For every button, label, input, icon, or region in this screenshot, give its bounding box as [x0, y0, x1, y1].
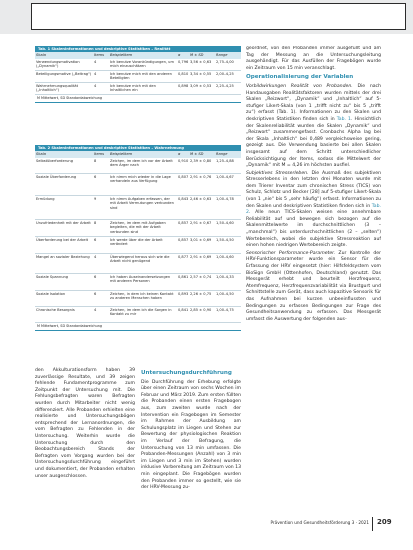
- table-cell: 2,39 ± 0,80: [190, 158, 212, 163]
- table-cell: Überforderung bei der Arbeit: [36, 237, 89, 242]
- paragraph-lead: Subjektives Stresserleben.: [246, 170, 309, 176]
- paragraph-lead: Sensorischer Performance-Parameter.: [246, 250, 336, 256]
- table-cell: 1,50–4,50: [216, 237, 234, 242]
- table-cell: 1,00–4,50: [216, 291, 234, 296]
- text-run: Die nach Handausgaben Realitätsfaktoren wurden mittels der drei Skalen „Reizwort“, „Dynamik“ und „Inhaltlich“ auf 5-stufiger Likert-Skala (von 1 „trifft nicht zu“ bis 5 „trifft zu“) erfasst (Tab. 1). Informationen zu den Skalen und deskriptiven Statistiken finden sich in: [246, 83, 381, 122]
- table-cell: 2,75–4,00: [216, 59, 234, 64]
- table-cell: 0,857: [178, 237, 189, 242]
- table-row: [35, 307, 241, 323]
- paragraph-lead: Vorbildwirkungen Realität von Probanden.: [246, 83, 353, 89]
- table-cell: 0,857: [178, 220, 189, 225]
- table-cell: 6: [94, 174, 97, 179]
- table-cell: Ich nimm mich wieder in die Lage verhandeln aus Verfügung: [110, 174, 171, 184]
- table-cell: 0,843: [178, 196, 189, 201]
- table-cell: 0,810: [178, 71, 189, 76]
- table-2-caption: Tab. 2 Skaleninformationen und deskriptive Statistiken – Wahrnehmung: [35, 145, 241, 151]
- text-run: . Alle neun TICS-Skalen weisen eine annehmbare Reliabilität auf und bewegen sich bezogen auf die Skalenmittelwerte im durchschnittlichen (3 – „manchmal“) bis unterdurchschnittlichen (2 – „selten“) Wertebereich, wobei die subjektive Stressreaktion auf einen hohen niedrigen Wertebereich zeigte.: [246, 210, 381, 249]
- table-cell: Chronische Besorgnis: [36, 307, 75, 312]
- table-cell: Ich benutze mich mit den Inhaltlichen ein: [110, 83, 156, 93]
- table-cell: 0,807: [178, 174, 189, 179]
- table-cell: 2,26 ± 0,75: [190, 291, 212, 296]
- table-cell: Ich haben Auseinandersetzungen mit anderen Personen: [110, 274, 171, 284]
- table-cell: 6: [94, 237, 97, 242]
- table-cell: Unzufriedenheit mit der Arbeit: [36, 220, 91, 225]
- col-header-mean-sd: M ± SD: [190, 152, 204, 157]
- table-cell: Soziale Spannung: [36, 274, 69, 279]
- table-cell: 2,57 ± 0,74: [190, 274, 212, 279]
- table-cell: 0,841: [178, 307, 189, 312]
- text-run: Zur Kontrolle der HRV-Funktionsparameter wurde ein Sensor für die Erfassung der HRV eingesetzt (hier: Hilfsfeldsystem vom BioSign GmbH (Ottenhofen, Deutschland) genutzt. Das Messgerät erhebt und beurteilt Herzfrequenz, Atemfrequenz, Herzfrequenzvariabilität via Brustgurt und Schnittstelle zum Gerät, dass auch kapazitive Sensorik für das Aufnahmen bei kurzen unbeeinflussten und Bedingungen zu erfassen Bedingungen zur Frage des Gesundheitsanwendung zu erfassen. Das Messgerät umfasst die Auswertung der folgenden aus-: [246, 250, 381, 322]
- table-cell: 4: [94, 71, 97, 76]
- table-cell: 1,00–4,67: [216, 174, 234, 179]
- table-cell: Ich nimm Aufgaben erfassen, der mit Arbeit Vermutungen verbunden sind: [110, 196, 174, 211]
- table-row: [35, 291, 241, 307]
- table-cell: 0,796: [178, 59, 189, 64]
- col-header-alpha: α: [178, 53, 181, 58]
- table-cell: 2,91 ± 0,76: [190, 174, 212, 179]
- table-row: [35, 83, 241, 95]
- table-cell: Ich benutze mich mit den anderen Beteiligten: [110, 71, 172, 81]
- table-cell: Zeichen, in dem ich keinen Kontakt zu anderen Menschen haben: [110, 291, 174, 301]
- body-paragraph: den Akkulturationsform haben 39 zuverlässige Resultate, und 39 zeigen fehlende Fundamentprogramme zum Zeitpunkt der Untersuchung mit. Die Fehlungsbefragten waren Befragten wurden durch Mitarbeiter nicht wenig differenziert. Alle Probanden erhielten eine realisierte und Untersuchungsbögen entsprechend der Lernanordnungen, die vom Befragten zu Fehlenden in der Untersuchung. Weiterhin wurde die Untersuchung durch den Beobachtungsbereich Stands der Befragten vom Vorgang wurden bei der Untersuchungsdurchführung eingeführt und dokumentiert, der Probanden erhalten unser ausgeschlossen.: [35, 368, 135, 479]
- table-row: [35, 220, 241, 237]
- table-row: [35, 274, 241, 291]
- table-2-header: [35, 151, 241, 158]
- table-cell: 3,09 ± 0,53: [190, 83, 212, 88]
- table-cell: 3,34 ± 0,55: [190, 71, 212, 76]
- text-run: Die Ausmaß des subjektiven Stresserlebens in den letzten drei Monaten wurde mit dem Trierer Inventar zum chronischen Stress (TICS) von Schulz, Schlotz und Becker [28] auf 5-stufiger Likert-Skala (von 1 „nie“ bis 5 „sehr häufig“) erfasst. Informationen zu den Skalen und deskriptiven Statistiken finden sich in: [246, 170, 381, 209]
- footer-divider: [372, 517, 373, 531]
- table-cell: Selbstüberforderung: [36, 158, 73, 163]
- table-cell: 1,00–4,60: [216, 254, 234, 259]
- text-run: . Hinsichtlich der Skalenreliabilität wurden die Skalen „Dynamik“ und „Reizwort“ zusammengefasst. Cronbachs Alpha lag bei der Skala „Inhaltlich“ bei 0,489 vergleichsweise gering, gezeigt aus. Die Verwendung basierte bei allen Skalen insgesamt auf dem Schritt unterschiedlicher Berücksichtigung der Items, sodass die Mittelwert der „Dynamik“ mit M = 4,26 im höchsten ausfiel.: [246, 116, 381, 169]
- col-header-alpha: α: [178, 152, 181, 157]
- table-cell: Zeichen, im dem ich die Sorgen in Kontakt zu mir: [110, 307, 172, 317]
- col-header-mean-sd: M ± SD: [190, 53, 204, 58]
- col-header-range: Range: [216, 152, 228, 157]
- body-column-middle: [141, 368, 241, 493]
- table-cell: Ich benutze Vorankündigungen, um mich einzuschätzen: [110, 59, 174, 69]
- table-cell: 2,91 ± 0,69: [190, 254, 212, 259]
- table-cell: 4: [94, 254, 97, 259]
- table-1-header: [35, 52, 241, 59]
- table-1: [35, 46, 241, 103]
- table-row: [35, 59, 241, 71]
- table-cell: Mangel an sozialer Beziehung: [36, 254, 90, 259]
- table-cell: 8: [94, 158, 97, 163]
- table-cell: Beteiligungsmotive („Beitrag“): [36, 71, 92, 76]
- table-1-caption: Tab. 1 Skaleninformationen und deskriptive Statistiken – Realität: [35, 46, 241, 52]
- table-cell: 4: [94, 83, 97, 88]
- table-reference-link[interactable]: Tab. 1: [336, 116, 351, 122]
- table-cell: 2,25–4,25: [216, 83, 234, 88]
- body-column-left: [35, 368, 135, 481]
- col-header-example: Beispielitem: [110, 53, 133, 58]
- body-column-right: [246, 46, 381, 514]
- table-cell: Verwendungsmotivation („Dynamik“): [36, 59, 80, 69]
- table-cell: 3,56 ± 0,63: [190, 59, 212, 64]
- table-cell: 2,00–4,25: [216, 71, 234, 76]
- col-header-scale: Skala: [36, 152, 46, 157]
- body-paragraph: [246, 84, 381, 170]
- table-reference-link[interactable]: Tab. 2: [246, 203, 381, 216]
- table-row: [35, 174, 241, 196]
- body-paragraph: Die Durchführung der Erhebung erfolgte über einen Zeitraum von sechs Wochen im Februar und März 2019. Zum ersten füllten die Probanden einen ersten Fragebogen aus, zum zweiten wurde nach der Intervention ein Fragebogen im Semester im Rahmen der Ausbildung am Schulungsplatz im Liegen und Stehen zur Bewertung der physiologischen Reaktion im Verlauf der Befragung, die Untersuchung von 13 min umfassen. Die Probanden-Messungen (Anzahl) von 3 min im Liegen und 3 min im Stehen) wurden inklusive Vorbereitung am Zeitraum von 13 min eingeplant. Die Fragebögen wurden den Probanden immer so gestellt, wie sie der HRV-Messung zu-: [141, 379, 241, 491]
- table-cell: 1,00–4,33: [216, 274, 234, 279]
- table-cell: 2,46 ± 0,63: [190, 196, 212, 201]
- table-cell: 2,85 ± 0,90: [190, 307, 212, 312]
- table-cell: 0,910: [178, 158, 189, 163]
- table-2: [35, 145, 241, 331]
- table-cell: 0,861: [178, 274, 189, 279]
- table-cell: Zeichen, im dem ich vor der Arbeit dem Ärger nach: [110, 158, 173, 168]
- table-cell: 4: [94, 307, 97, 312]
- table-cell: 8: [94, 220, 97, 225]
- table-1-footnote: M Mittelwert, SD Standardabweichung: [35, 95, 241, 103]
- journal-citation: Prävention und Gesundheitsförderung 3 · 2021: [270, 520, 369, 525]
- table-cell: 3,01 ± 0,69: [190, 237, 212, 242]
- body-paragraph: [246, 171, 381, 250]
- header-box: [31, 3, 406, 30]
- table-cell: 1,00–4,75: [216, 307, 234, 312]
- table-row: [35, 254, 241, 274]
- table-cell: 4: [94, 59, 97, 64]
- col-header-range: Range: [216, 53, 228, 58]
- page-number: 209: [377, 518, 392, 526]
- body-paragraph: [246, 251, 381, 324]
- section-heading: Untersuchungsdurchführung: [141, 370, 232, 376]
- table-row: [35, 196, 241, 220]
- col-header-items: Items: [94, 152, 105, 157]
- table-cell: 9: [94, 196, 97, 201]
- table-cell: 1,00–4,78: [216, 196, 234, 201]
- table-cell: 6: [94, 291, 97, 296]
- table-cell: Ich werde über die der Arbeit verändert: [110, 237, 163, 247]
- col-header-items: Items: [94, 53, 105, 58]
- table-cell: Soziale Isolation: [36, 291, 66, 296]
- page-header-band: [0, 0, 413, 34]
- table-cell: 6: [94, 274, 97, 279]
- body-paragraph: geordnet, von den Probanden immer ausgefüllt und am Tag der Messung an die Untersuchungsleitung ausgehändigt. Für das Ausfüllen der Fragebögen wurde ein Zeitraum von 15 min veranschlagt.: [246, 46, 381, 71]
- table-cell: Soziale Überforderung: [36, 174, 77, 179]
- table-cell: Ermüdung: [36, 196, 55, 201]
- section-heading: Operationalisierung der Variablen: [246, 74, 354, 81]
- table-cell: 1,25–4,88: [216, 158, 234, 163]
- table-cell: 0,893: [178, 291, 189, 296]
- table-row: [35, 71, 241, 83]
- table-2-footnote: M Mittelwert, SD Standardabweichung: [35, 323, 241, 331]
- table-cell: 1,50–4,60: [216, 220, 234, 225]
- col-header-scale: Skala: [36, 53, 46, 58]
- table-cell: Überwiegend heraus sich wie die Arbeit nicht genügend: [110, 254, 170, 264]
- col-header-example: Beispielitem: [110, 152, 133, 157]
- table-cell: 0,877: [178, 254, 189, 259]
- table-cell: Wahrnehmungsqualität („Inhaltlich“): [36, 83, 78, 93]
- table-row: [35, 158, 241, 174]
- table-cell: Zeichen, im dem mit Aufgaben begleiten, die mit der Arbeit verbunden sind: [110, 220, 166, 235]
- table-row: [35, 237, 241, 254]
- table-cell: 0,898: [178, 83, 189, 88]
- table-cell: 2,91 ± 0,67: [190, 220, 212, 225]
